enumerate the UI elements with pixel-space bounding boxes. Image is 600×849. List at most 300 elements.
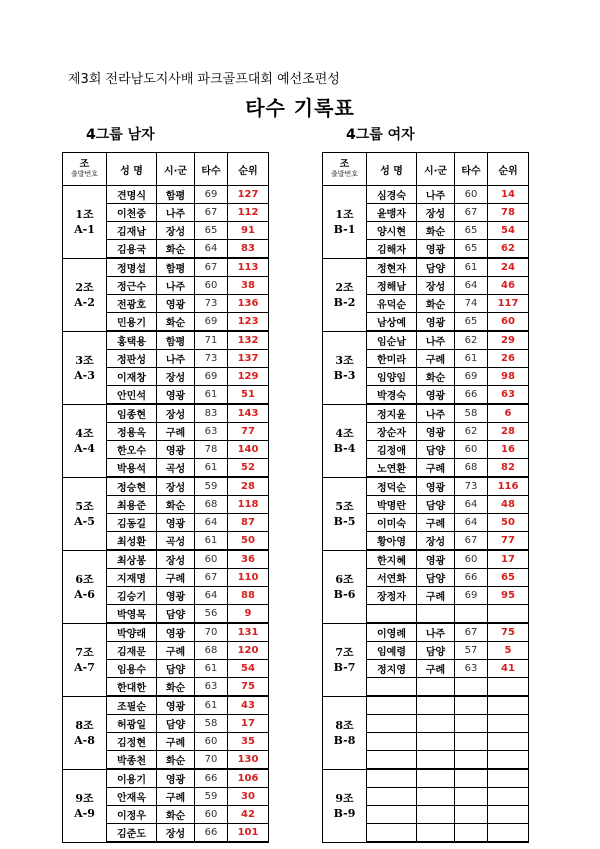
player-rank: 129 [228,368,269,386]
team-cell [63,696,107,769]
player-score: 62 [455,423,488,441]
player-city: 담양 [417,258,455,277]
header-city: 시·군 [157,153,195,186]
player-city: 구례 [157,733,195,751]
team-code: B-7 [333,660,356,674]
team-code: A-5 [74,514,95,528]
header-jo [63,153,107,186]
team-jo: 2조 [335,280,354,294]
player-score: 64 [455,496,488,514]
player-score: 59 [195,477,228,496]
player-city [417,824,455,843]
team-code: A-9 [74,806,95,820]
player-name: 김정애 [367,441,417,459]
player-rank: 137 [228,350,269,368]
player-name: 정승현 [107,477,157,496]
player-score: 70 [195,623,228,642]
team-jo: 3조 [75,353,94,367]
player-name: 정지윤 [367,404,417,423]
player-city: 영광 [157,441,195,459]
player-city: 구례 [417,350,455,368]
team-jo: 7조 [75,645,94,659]
player-score: 60 [455,186,488,204]
player-rank: 35 [228,733,269,751]
player-rank: 54 [228,660,269,678]
player-score [455,769,488,788]
player-city: 영광 [417,550,455,569]
team-jo: 5조 [75,499,94,513]
team-jo: 3조 [335,353,354,367]
player-name: 민용기 [107,313,157,332]
player-rank: 75 [228,678,269,697]
player-name: 김정현 [107,733,157,751]
player-rank [488,769,529,788]
team-code: A-2 [74,295,95,309]
player-name: 최용준 [107,496,157,514]
team-cell [63,404,107,477]
player-city: 화순 [157,678,195,697]
player-score: 73 [455,477,488,496]
team-code: A-1 [74,222,95,236]
player-rank [488,715,529,733]
player-rank: 52 [228,459,269,478]
player-city: 나주 [157,277,195,295]
player-name: 한대한 [107,678,157,697]
player-city: 영광 [157,769,195,788]
player-score [455,733,488,751]
player-city: 장성 [157,824,195,843]
player-name: 정근수 [107,277,157,295]
player-score: 73 [195,350,228,368]
player-city: 영광 [157,514,195,532]
event-title: 제3회 전라남도지사배 파크골프대회 예선조편성 [68,72,340,87]
table-row [63,477,269,496]
header-name: 성 명 [367,153,417,186]
player-rank: 98 [488,368,529,386]
player-rank: 17 [488,550,529,569]
player-rank: 117 [488,295,529,313]
player-rank: 16 [488,441,529,459]
player-score: 67 [455,623,488,642]
player-city: 곡성 [157,532,195,551]
table-row [323,477,529,496]
player-name [367,696,417,715]
table-row [63,550,269,569]
team-cell [323,769,367,842]
player-city: 담양 [417,496,455,514]
player-city [417,751,455,770]
player-score: 61 [195,532,228,551]
player-score: 61 [195,696,228,715]
team-cell [63,186,107,259]
player-city: 나주 [417,186,455,204]
player-city: 영광 [417,386,455,405]
player-name: 이미숙 [367,514,417,532]
player-name: 허광일 [107,715,157,733]
player-name: 심경숙 [367,186,417,204]
player-city: 구례 [417,660,455,678]
player-city [417,769,455,788]
player-score: 68 [195,642,228,660]
player-rank: 51 [228,386,269,405]
table-row [323,769,529,788]
player-city: 담양 [417,569,455,587]
player-rank: 78 [488,204,529,222]
header-jo-label: 조 [339,158,350,170]
player-city: 장성 [417,204,455,222]
player-rank: 65 [488,569,529,587]
player-name [367,806,417,824]
player-score: 67 [195,204,228,222]
player-name [367,605,417,624]
header-score: 타수 [195,153,228,186]
player-name: 임용수 [107,660,157,678]
player-score: 63 [195,423,228,441]
player-name [367,678,417,697]
player-score: 65 [455,222,488,240]
player-name: 김재문 [107,642,157,660]
player-city: 장성 [157,222,195,240]
player-rank: 136 [228,295,269,313]
player-name: 홍택용 [107,331,157,350]
player-rank: 87 [228,514,269,532]
player-score: 60 [455,441,488,459]
player-name: 정판성 [107,350,157,368]
player-rank: 17 [228,715,269,733]
player-score: 74 [455,295,488,313]
player-score: 69 [455,368,488,386]
table-row [63,696,269,715]
player-name: 서연화 [367,569,417,587]
player-name: 이재창 [107,368,157,386]
player-score: 71 [195,331,228,350]
team-cell [323,477,367,550]
player-rank: 36 [228,550,269,569]
player-score: 66 [195,824,228,843]
team-code: B-9 [333,806,356,820]
player-city: 화순 [157,240,195,259]
player-score: 61 [195,660,228,678]
player-rank: 54 [488,222,529,240]
player-rank: 63 [488,386,529,405]
player-city: 영광 [157,623,195,642]
player-rank: 14 [488,186,529,204]
team-cell [63,477,107,550]
table-row [63,331,269,350]
player-score: 65 [195,222,228,240]
player-name: 김동길 [107,514,157,532]
player-city [417,806,455,824]
player-city: 장성 [157,550,195,569]
player-score: 59 [195,788,228,806]
team-jo: 5조 [335,499,354,513]
team-cell [63,769,107,842]
header-jo-label: 조 [79,158,90,170]
player-city: 장성 [417,532,455,551]
group-title-women: 4그룹 여자 [346,127,415,143]
player-score [455,696,488,715]
table-row [63,404,269,423]
team-cell [323,186,367,259]
player-name: 김승기 [107,587,157,605]
team-jo: 9조 [335,791,354,805]
player-name: 한미라 [367,350,417,368]
player-score: 58 [455,404,488,423]
player-name [367,715,417,733]
table-row [323,696,529,715]
player-score [455,605,488,624]
player-score: 56 [195,605,228,624]
player-name [367,733,417,751]
player-name: 박경숙 [367,386,417,405]
player-name: 전광호 [107,295,157,313]
header-jo-sub: 출발번호 [70,169,99,178]
player-city: 화순 [157,751,195,770]
player-city: 나주 [417,331,455,350]
player-score: 58 [195,715,228,733]
team-jo: 2조 [75,280,94,294]
player-rank: 42 [228,806,269,824]
player-score: 67 [195,569,228,587]
player-city: 나주 [417,623,455,642]
player-name: 윤맹자 [367,204,417,222]
player-rank [488,824,529,843]
table-row [323,258,529,277]
player-score: 64 [195,240,228,259]
player-score: 57 [455,642,488,660]
player-score [455,751,488,770]
player-score: 67 [455,532,488,551]
player-score: 68 [455,459,488,478]
player-name: 노연환 [367,459,417,478]
player-city: 화순 [157,496,195,514]
player-city [417,788,455,806]
team-jo: 6조 [335,572,354,586]
player-score: 60 [195,806,228,824]
player-score: 66 [455,386,488,405]
player-city: 나주 [157,350,195,368]
player-score: 73 [195,295,228,313]
player-name: 임양임 [367,368,417,386]
player-city: 화순 [417,222,455,240]
player-name: 황아영 [367,532,417,551]
player-city: 구례 [417,514,455,532]
team-cell [63,550,107,623]
player-score: 63 [455,660,488,678]
player-city [417,715,455,733]
player-score: 60 [195,733,228,751]
player-rank: 46 [488,277,529,295]
player-name: 장순자 [367,423,417,441]
table-row [63,258,269,277]
player-rank: 132 [228,331,269,350]
player-rank: 82 [488,459,529,478]
player-city: 장성 [417,277,455,295]
team-code: B-2 [333,295,356,309]
team-cell [323,258,367,331]
player-rank: 120 [228,642,269,660]
player-name: 조필순 [107,696,157,715]
player-city: 나주 [417,404,455,423]
player-city: 담양 [417,642,455,660]
player-score [455,824,488,843]
player-name: 양시현 [367,222,417,240]
player-rank: 48 [488,496,529,514]
player-city: 함평 [157,331,195,350]
player-name: 이정우 [107,806,157,824]
player-rank: 101 [228,824,269,843]
player-score: 61 [195,386,228,405]
player-city: 담양 [157,605,195,624]
team-cell [323,404,367,477]
player-city: 담양 [417,441,455,459]
team-jo: 8조 [75,718,94,732]
player-rank: 91 [228,222,269,240]
header-jo [323,153,367,186]
player-rank: 113 [228,258,269,277]
player-score: 61 [455,258,488,277]
player-score: 67 [455,204,488,222]
player-rank: 88 [228,587,269,605]
player-rank: 28 [488,423,529,441]
team-code: B-1 [333,222,356,236]
player-name [367,769,417,788]
player-score [455,715,488,733]
player-city: 영광 [157,295,195,313]
player-score: 61 [195,459,228,478]
player-score: 70 [195,751,228,770]
table-row [323,186,529,204]
team-cell [63,331,107,404]
player-name: 안민석 [107,386,157,405]
player-score: 60 [195,550,228,569]
player-rank: 127 [228,186,269,204]
player-name: 지재명 [107,569,157,587]
player-name: 박종천 [107,751,157,770]
player-rank: 60 [488,313,529,332]
player-score: 69 [195,186,228,204]
team-code: B-6 [333,587,356,601]
player-name: 김용국 [107,240,157,259]
table-row [323,550,529,569]
player-city [417,605,455,624]
player-city: 나주 [157,204,195,222]
group-title-men: 4그룹 남자 [86,127,155,143]
table-row [63,186,269,204]
player-rank: 30 [228,788,269,806]
player-rank: 28 [228,477,269,496]
team-jo: 9조 [75,791,94,805]
player-name: 이영례 [367,623,417,642]
player-city: 장성 [157,477,195,496]
player-name: 임종현 [107,404,157,423]
player-rank: 29 [488,331,529,350]
player-rank [488,788,529,806]
player-score: 69 [195,368,228,386]
team-jo: 4조 [335,426,354,440]
header-rank: 순위 [228,153,269,186]
player-name: 정지영 [367,660,417,678]
table-row [323,331,529,350]
table-row [63,769,269,788]
player-city: 구례 [157,642,195,660]
player-rank [488,806,529,824]
player-name: 유덕순 [367,295,417,313]
player-rank: 118 [228,496,269,514]
player-score: 60 [195,277,228,295]
player-name: 정현자 [367,258,417,277]
team-cell [323,550,367,623]
player-name: 견명식 [107,186,157,204]
team-code: A-6 [74,587,95,601]
team-cell [323,623,367,696]
table-row [323,623,529,642]
player-name: 한오수 [107,441,157,459]
player-rank: 38 [228,277,269,295]
player-city: 영광 [417,313,455,332]
player-score [455,678,488,697]
player-name: 최성환 [107,532,157,551]
player-rank: 24 [488,258,529,277]
player-rank: 26 [488,350,529,368]
player-score: 63 [195,678,228,697]
player-name: 박영목 [107,605,157,624]
player-name: 남상예 [367,313,417,332]
team-jo: 1조 [335,207,354,221]
player-score: 64 [195,514,228,532]
player-rank: 83 [228,240,269,259]
player-city: 화순 [417,295,455,313]
player-city: 구례 [157,569,195,587]
team-jo: 6조 [75,572,94,586]
player-rank: 112 [228,204,269,222]
player-rank: 50 [228,532,269,551]
player-score: 60 [455,550,488,569]
player-rank: 131 [228,623,269,642]
player-score: 68 [195,496,228,514]
player-score: 69 [455,587,488,605]
player-rank: 41 [488,660,529,678]
team-cell [63,623,107,696]
player-city: 영광 [417,423,455,441]
player-city: 구례 [157,788,195,806]
player-rank: 77 [228,423,269,441]
player-score: 66 [455,569,488,587]
table-header-row [323,153,529,186]
player-name: 장정자 [367,587,417,605]
player-rank: 5 [488,642,529,660]
player-city: 화순 [157,313,195,332]
player-name: 박양래 [107,623,157,642]
header-score: 타수 [455,153,488,186]
player-rank: 130 [228,751,269,770]
player-rank: 140 [228,441,269,459]
player-name: 정덕순 [367,477,417,496]
player-score: 78 [195,441,228,459]
player-rank: 6 [488,404,529,423]
team-jo: 4조 [75,426,94,440]
player-score: 83 [195,404,228,423]
player-city: 담양 [157,660,195,678]
player-city: 영광 [417,477,455,496]
player-name: 김재남 [107,222,157,240]
player-rank [488,733,529,751]
player-name: 안재옥 [107,788,157,806]
header-city: 시·군 [417,153,455,186]
player-name: 한지혜 [367,550,417,569]
player-city: 담양 [157,715,195,733]
player-score: 65 [455,313,488,332]
